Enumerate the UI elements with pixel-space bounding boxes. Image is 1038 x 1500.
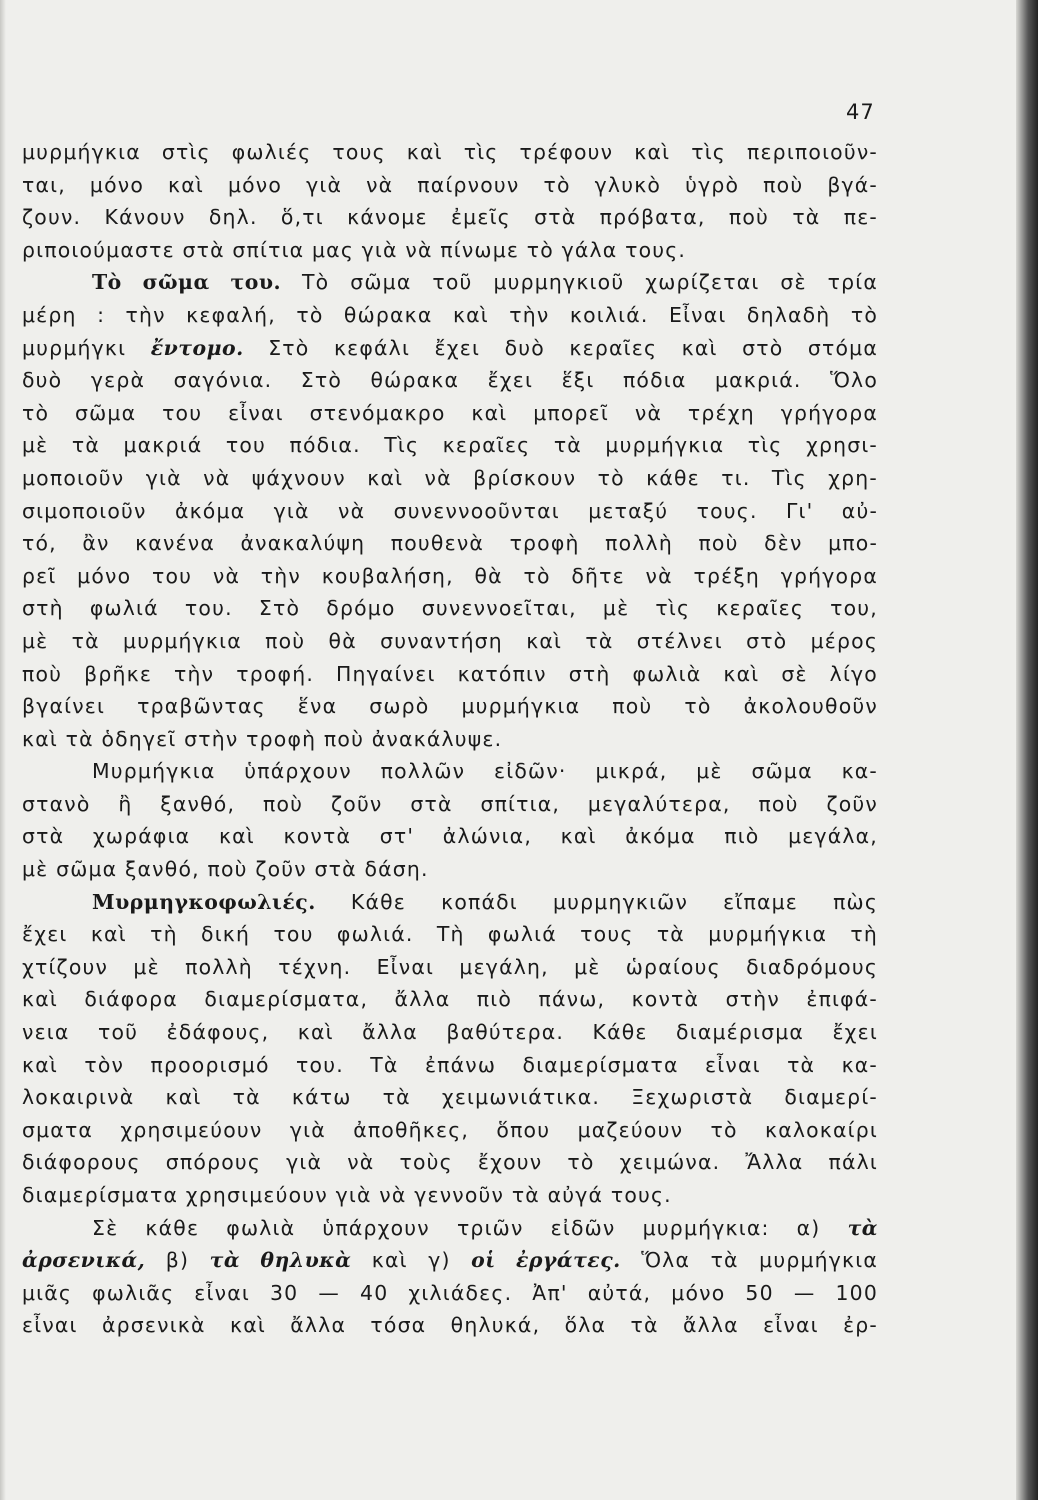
page-left-edge (0, 0, 6, 1500)
text-run: καὶ τὸν προορισμό του. Τὰ ἐπάνω διαμερίσματα εἶναι τὰ κα- (22, 1052, 878, 1077)
text-line (22, 1049, 878, 1082)
text-run: ζουν. Κάνουν δηλ. ὅ,τι κάνομε ἐμεῖς στὰ πρόβατα, ποὺ τὰ πε- (22, 205, 878, 230)
text-run: ἔχει καὶ τὴ δική του φωλιά. Τὴ φωλιά τους τὰ μυρμήγκια τὴ (22, 922, 878, 947)
page-binding-shadow (1016, 0, 1038, 1500)
text-run: βγαίνει τραβῶντας ἕνα σωρὸ μυρμήγκια ποὺ τὸ ἀκολουθοῦν (22, 694, 878, 719)
text-run: μέρη : τὴν κεφαλή, τὸ θώρακα καὶ τὴν κοιλιά. Εἶναι δηλαδὴ τὸ (22, 302, 878, 327)
text-line (22, 364, 878, 397)
text-line (22, 918, 878, 951)
text-run: μὲ τὰ μυρμήγκια ποὺ θὰ συναντήση καὶ τὰ στέλνει στὸ μέρος (22, 628, 878, 653)
text-line (22, 951, 878, 984)
text-line (22, 690, 878, 723)
text-run: στὰ χωράφια καὶ κοντὰ στ' ἀλώνια, καὶ ἀκόμα πιὸ μεγάλα, (22, 824, 878, 849)
text-line (22, 169, 878, 202)
text-line (22, 820, 878, 853)
text-run: στὴ φωλιά του. Στὸ δρόμο συνεννοεῖται, μὲ τὶς κεραῖες του, (22, 596, 878, 621)
text-run: μὲ τὰ μακριά του πόδια. Τὶς κεραῖες τὰ μυρμήγκια τὶς χρησι- (22, 433, 878, 458)
text-run: καὶ τὰ ὁδηγεῖ στὴν τροφὴ ποὺ ἀνακάλυψε. (22, 726, 503, 751)
text-run: τό, ἂν κανένα ἀνακαλύψη πουθενὰ τροφὴ πολλὴ ποὺ δὲν μπο- (22, 531, 878, 556)
emphasized-term: οἱ ἐργάτες. (471, 1248, 621, 1273)
text-run: Στὸ κεφάλι ἔχει δυὸ κεραῖες καὶ στὸ στόμα (243, 335, 878, 360)
text-line (22, 234, 878, 267)
text-line (22, 560, 878, 593)
text-run: Μυρμήγκια ὑπάρχουν πολλῶν εἰδῶν· μικρά, μὲ σῶμα κα- (92, 759, 878, 784)
text-line (22, 462, 878, 495)
text-run: εἶναι ἀρσενικὰ καὶ ἄλλα τόσα θηλυκά, ὅλα τὰ ἄλλα εἶναι ἐρ- (22, 1313, 878, 1338)
text-line (22, 1114, 878, 1147)
section-heading: Μυρμηγκοφωλιές. (92, 889, 316, 914)
text-run: ποὺ βρῆκε τὴν τροφή. Πηγαίνει κατόπιν στὴ φωλιὰ καὶ σὲ λίγο (22, 661, 878, 686)
text-run: καὶ γ) (351, 1248, 472, 1273)
text-line (22, 332, 878, 365)
text-run: σιμοποιοῦν ἀκόμα γιὰ νὰ συνεννοοῦνται μεταξύ τους. Γι' αὐ- (22, 498, 878, 523)
text-run: νεια τοῦ ἐδάφους, καὶ ἄλλα βαθύτερα. Κάθε διαμέρισμα ἔχει (22, 1020, 878, 1045)
text-line (22, 1016, 878, 1049)
text-run: Σὲ κάθε φωλιὰ ὑπάρχουν τριῶν εἰδῶν μυρμήγκια: α) (92, 1215, 848, 1240)
text-run: Κάθε κοπάδι μυρμηγκιῶν εἴπαμε πὼς (315, 889, 878, 914)
text-line (22, 266, 878, 299)
text-run: Ὅλα τὰ μυρμήγκια (620, 1248, 879, 1273)
text-line (22, 1179, 878, 1212)
text-line (22, 495, 878, 528)
emphasized-term: τὰ θηλυκὰ (209, 1248, 352, 1273)
text-run: ριποιούμαστε στὰ σπίτια μας γιὰ νὰ πίνωμε τὸ γάλα τους. (22, 237, 687, 262)
text-run: τὸ σῶμα του εἶναι στενόμακρο καὶ μπορεῖ νὰ τρέχη γρήγορα (22, 400, 878, 425)
text-line (22, 1146, 878, 1179)
text-line (22, 1309, 878, 1342)
text-line (22, 1244, 878, 1277)
text-line (22, 1212, 878, 1245)
text-run: ται, μόνο καὶ μόνο γιὰ νὰ παίρνουν τὸ γλυκὸ ὑγρὸ ποὺ βγά- (22, 172, 878, 197)
text-run: Τὸ σῶμα τοῦ μυρμηγκιοῦ χωρίζεται σὲ τρία (281, 270, 878, 295)
text-line (22, 1277, 878, 1310)
section-heading: Τὸ σῶμα του. (92, 270, 282, 295)
text-run: διαμερίσματα χρησιμεύουν γιὰ νὰ γεννοῦν τὰ αὐγά τους. (22, 1183, 672, 1207)
text-run: μυρμήγκι (22, 335, 151, 360)
text-run: μυρμήγκια στὶς φωλιές τους καὶ τὶς τρέφουν καὶ τὶς περιποιοῦν- (22, 140, 878, 164)
text-line (22, 853, 878, 886)
text-line (22, 201, 878, 234)
text-run: λοκαιρινὰ καὶ τὰ κάτω τὰ χειμωνιάτικα. Ξεχωριστὰ διαμερί- (22, 1085, 878, 1110)
text-run: διάφορους σπόρους γιὰ νὰ τοὺς ἔχουν τὸ χειμώνα. Ἄλλα πάλι (22, 1150, 878, 1175)
text-line (22, 788, 878, 821)
text-run: σματα χρησιμεύουν γιὰ ἀποθῆκες, ὅπου μαζεύουν τὸ καλοκαίρι (22, 1117, 878, 1142)
emphasized-term: ἔντομο. (150, 335, 244, 360)
text-line (22, 755, 878, 788)
text-run: μὲ σῶμα ξανθό, ποὺ ζοῦν στὰ δάση. (22, 857, 429, 882)
text-line (22, 658, 878, 691)
text-line (22, 723, 878, 756)
body-text (22, 136, 878, 1342)
text-run: μοποιοῦν γιὰ νὰ ψάχνουν καὶ νὰ βρίσκουν τὸ κάθε τι. Τὶς χρη- (22, 465, 878, 490)
page-number: 47 (846, 100, 875, 124)
text-line (22, 625, 878, 658)
text-line (22, 136, 878, 169)
text-line (22, 592, 878, 625)
text-line (22, 299, 878, 332)
text-line (22, 983, 878, 1016)
text-run: ρεῖ μόνο του νὰ τὴν κουβαλήση, θὰ τὸ δῆτε νὰ τρέξη γρήγορα (22, 563, 878, 588)
text-run: β) (145, 1248, 210, 1273)
text-run: καὶ διάφορα διαμερίσματα, ἄλλα πιὸ πάνω, κοντὰ στὴν ἐπιφά- (22, 987, 878, 1012)
text-run: μιᾶς φωλιᾶς εἶναι 30 — 40 χιλιάδες. Ἀπ' αὐτά, μόνο 50 — 100 (22, 1280, 878, 1305)
text-line (22, 886, 878, 919)
emphasized-term: τὰ (847, 1215, 878, 1240)
text-run: στανὸ ἢ ξανθό, ποὺ ζοῦν στὰ σπίτια, μεγαλύτερα, ποὺ ζοῦν (22, 791, 878, 816)
text-run: δυὸ γερὰ σαγόνια. Στὸ θώρακα ἔχει ἕξι πόδια μακριά. Ὅλο (22, 368, 878, 393)
text-line (22, 1081, 878, 1114)
text-line (22, 397, 878, 430)
text-line (22, 527, 878, 560)
text-run: χτίζουν μὲ πολλὴ τέχνη. Εἶναι μεγάλη, μὲ ὡραίους διαδρόμους (22, 954, 878, 979)
emphasized-term: ἀρσενικά, (22, 1248, 146, 1273)
text-line (22, 429, 878, 462)
